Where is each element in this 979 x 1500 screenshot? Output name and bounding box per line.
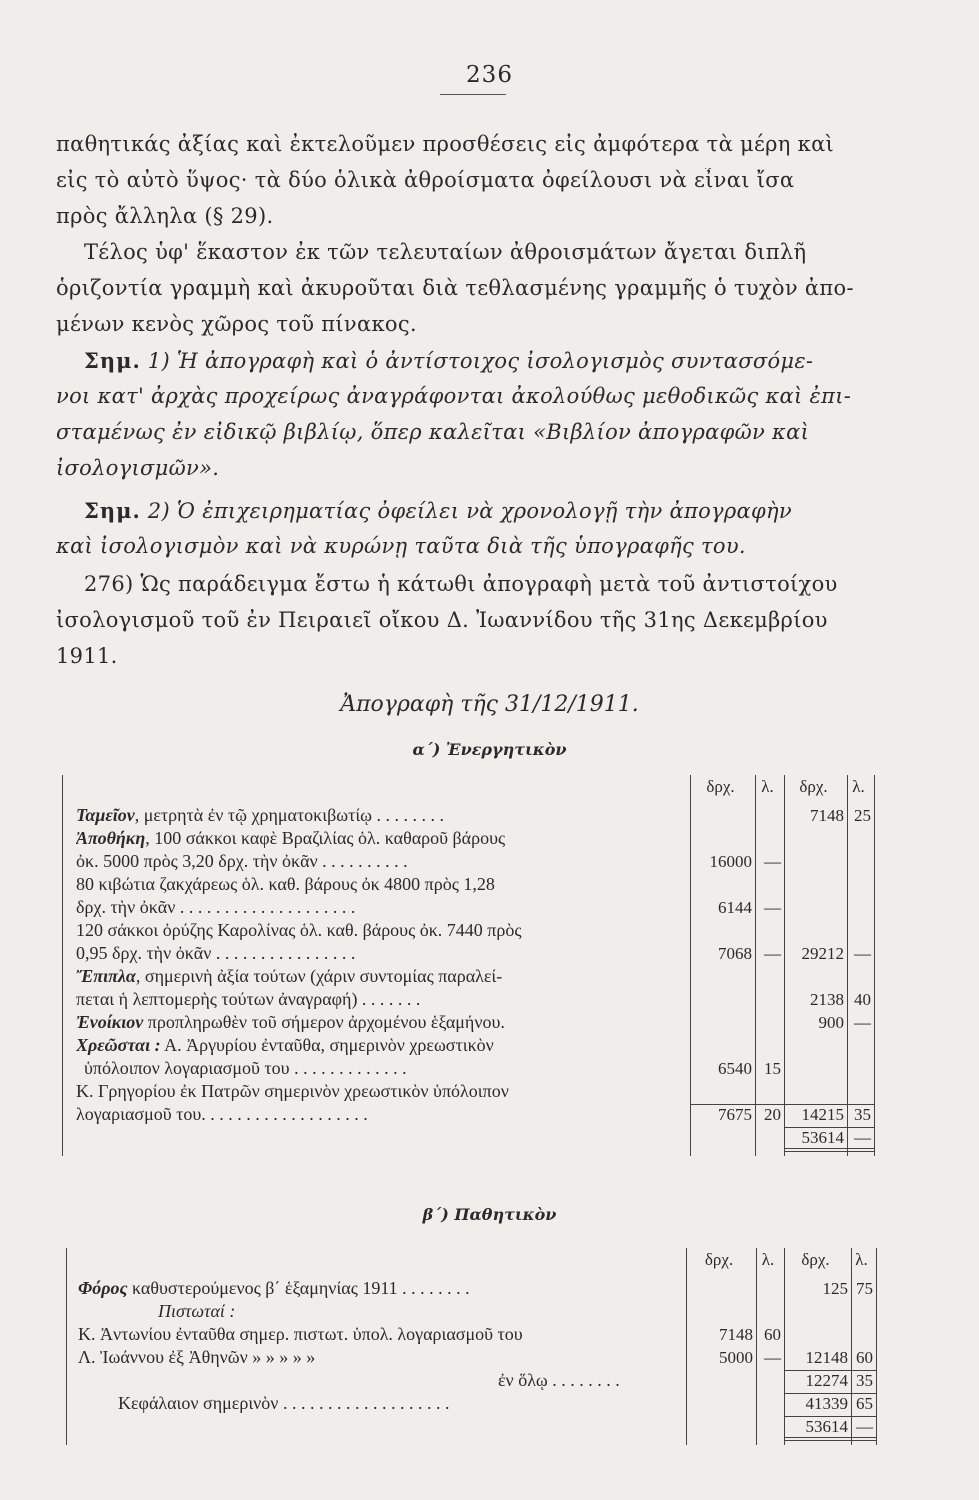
lepta-cell: — — [854, 1013, 871, 1032]
table-row — [62, 828, 874, 851]
lepta-cell: 20 — [764, 1105, 781, 1124]
drachma-cell: 2138 — [810, 990, 844, 1009]
table-row — [62, 1035, 874, 1058]
text-line: εἰς τὸ αὐτὸ ὕψος· τὰ δύο ὁλικὰ ἀθροίσματα ὀφείλουσι νὰ εἶναι ἴσα — [56, 168, 795, 192]
total-double-rule — [784, 1437, 876, 1438]
row-description — [76, 897, 686, 918]
table-row — [66, 1347, 876, 1370]
row-text: , σημερινὴ ἀξία τούτων (χάριν συντομίας παραλεί- — [135, 966, 503, 986]
row-description — [76, 851, 686, 872]
column-header: λ. — [852, 777, 865, 796]
sum-rule — [784, 1127, 874, 1128]
table-right-rule — [874, 775, 875, 1156]
row-description — [76, 805, 686, 826]
table-row — [62, 989, 874, 1012]
para-276-line: 276) Ὡς παράδειγμα ἔστω ἡ κάτωθι ἀπογραφὴ μετὰ τοῦ ἀντιστοίχου — [84, 572, 838, 596]
column-header: δρχ. — [706, 777, 735, 796]
row-text: Κ. Γρηγορίου ἐκ Πατρῶν σημερινὸν χρεωστικὸν ὑπόλοιπον — [76, 1081, 509, 1101]
para-276-line: 1911. — [56, 644, 118, 668]
row-description — [78, 1393, 722, 1414]
row-heading: Ταμεῖον — [76, 805, 135, 825]
row-text: καθυστερούμενος β΄ ἑξαμηνίας 1911 . . . . . . . . — [127, 1278, 470, 1298]
row-text: πεται ἡ λεπτομερὴς τούτων ἀναγραφή) . . . . . . . — [76, 989, 421, 1009]
row-text: δρχ. τὴν ὀκᾶν . . . . . . . . . . . . . . . . . . . . — [76, 897, 356, 917]
column-header: λ. — [761, 777, 774, 796]
lepta-cell: 65 — [856, 1394, 873, 1413]
note-1-line — [84, 348, 902, 373]
drachma-cell: 7675 — [718, 1105, 752, 1124]
table-row — [66, 1393, 876, 1416]
row-description — [76, 943, 686, 964]
row-text: ὑπόλοιπον λογαριασμοῦ του . . . . . . . . . . . . . — [84, 1058, 407, 1078]
lepta-cell: — — [764, 852, 781, 871]
row-text: προπληρωθὲν τοῦ σήμερον ἀρχομένου ἑξαμήνου. — [143, 1012, 505, 1032]
row-description — [78, 1324, 682, 1345]
page-number-rule — [440, 94, 506, 95]
row-text: 80 κιβώτια ζακχάρεως ὁλ. καθ. βάρους ὀκ 4800 πρὸς 1,28 — [76, 874, 495, 894]
table-row — [62, 1081, 874, 1104]
inventory-title: Ἀπογραφὴ τῆς 31/12/1911. — [340, 692, 639, 717]
table-right-rule — [876, 1248, 877, 1445]
row-text: 0,95 δρχ. τὴν ὀκᾶν . . . . . . . . . . . . . . . . — [76, 943, 356, 963]
sum-rule — [784, 1393, 876, 1394]
sum-rule — [784, 1370, 876, 1371]
para-276-line: ἰσολογισμοῦ τοῦ ἐν Πειραιεῖ οἴκου Δ. Ἰωαννίδου τῆς 31ης Δεκεμβρίου — [56, 608, 828, 632]
row-text: λογαριασμοῦ του. . . . . . . . . . . . . . . . . . . — [76, 1104, 368, 1124]
table-row — [62, 897, 874, 920]
table-row — [66, 1324, 876, 1347]
row-description — [76, 1058, 694, 1079]
row-description — [78, 1347, 682, 1368]
lepta-cell: — — [856, 1417, 873, 1436]
table-row — [62, 943, 874, 966]
row-description — [76, 966, 686, 987]
lepta-cell: 25 — [854, 806, 871, 825]
row-description — [76, 1104, 686, 1125]
lepta-cell: 60 — [856, 1348, 873, 1367]
table-row — [62, 966, 874, 989]
row-text: ἐν ὅλῳ . . . . . . . . — [498, 1370, 620, 1390]
row-text: Πιστωταί : — [158, 1301, 236, 1321]
row-description — [76, 874, 686, 895]
drachma-cell: 125 — [822, 1279, 848, 1298]
row-description — [76, 1035, 686, 1056]
lepta-cell: — — [854, 944, 871, 963]
row-description — [76, 1081, 686, 1102]
lepta-cell: 15 — [764, 1059, 781, 1078]
row-text: Κεφάλαιον σημερινὸν . . . . . . . . . . . . . . . . . . . — [118, 1393, 450, 1413]
drachma-cell: 41339 — [805, 1394, 848, 1413]
sum-rule — [690, 1104, 874, 1105]
lepta-cell: — — [764, 1348, 781, 1367]
drachma-cell: 14215 — [801, 1105, 844, 1124]
drachma-cell: 7068 — [718, 944, 752, 963]
note-2-line: καὶ ἰσολογισμὸν καὶ νὰ κυρώνῃ ταῦτα διὰ τῆς ὑπογραφῆς του. — [56, 534, 746, 558]
drachma-cell: 12274 — [805, 1371, 848, 1390]
table-row — [66, 1370, 876, 1393]
drachma-cell: 900 — [818, 1013, 844, 1032]
note-marker: Σημ. — [84, 348, 141, 373]
row-text: 120 σάκκοι ὀρύζης Καρολίνας ὁλ. καθ. βάρους ὀκ. 7440 πρὸς — [76, 920, 522, 940]
row-heading: Φόρος — [78, 1278, 128, 1298]
column-header: δρχ. — [704, 1250, 734, 1269]
row-text: ὀκ. 5000 πρὸς 3,20 δρχ. τὴν ὀκᾶν . . . . . . . . . . — [76, 851, 408, 871]
lepta-cell: — — [764, 898, 781, 917]
drachma-cell: 6144 — [718, 898, 752, 917]
text-line: παθητικάς ἀξίας καὶ ἐκτελοῦμεν προσθέσεις εἰς ἀμφότερα τὰ μέρη καὶ — [56, 132, 835, 156]
row-text: , μετρητὰ ἐν τῷ χρηματοκιβωτίῳ . . . . . . . . — [134, 805, 445, 825]
note-text: 2) Ὁ ἐπιχειρηματίας ὀφείλει νὰ χρονολογῇ τὴν ἀπογραφὴν — [147, 499, 792, 523]
row-heading: Ἐνοίκιον — [76, 1012, 144, 1032]
text-line: πρὸς ἄλληλα (§ 29). — [56, 204, 274, 228]
row-description — [76, 1012, 686, 1033]
lepta-cell: — — [764, 944, 781, 963]
row-description — [76, 828, 686, 849]
assets-title: α΄) Ἐνεργητικὸν — [412, 740, 567, 759]
lepta-cell: 35 — [854, 1105, 871, 1124]
lepta-cell: 60 — [764, 1325, 781, 1344]
row-text: Α. Ἀργυρίου ἐνταῦθα, σημερινὸν χρεωστικὸν — [160, 1035, 494, 1055]
assets-table — [62, 775, 882, 1175]
table-row — [66, 1278, 876, 1301]
note-2-line — [84, 498, 902, 523]
table-row — [62, 1104, 874, 1127]
table-row — [62, 805, 874, 828]
note-1-line: νοι κατ' ἀρχὰς προχείρως ἀναγράφονται ἀκολούθως μεθοδικῶς καὶ ἐπι- — [56, 384, 852, 408]
row-text: Λ. Ἰωάννου ἐξ Ἀθηνῶν » » » » » — [78, 1347, 316, 1367]
page-number: 236 — [466, 62, 513, 88]
liabilities-title: β΄) Παθητικὸν — [422, 1205, 557, 1224]
total-double-rule — [784, 1151, 874, 1152]
row-heading: Ἀποθήκη — [76, 828, 146, 848]
text-line: Τέλος ὑφ' ἕκαστον ἐκ τῶν τελευταίων ἀθροισμάτων ἄγεται διπλῆ — [84, 240, 807, 264]
table-row — [62, 1127, 874, 1150]
sum-rule — [784, 1416, 876, 1417]
row-description — [76, 989, 686, 1010]
column-header: δρχ. — [799, 777, 828, 796]
lepta-cell: 75 — [856, 1279, 873, 1298]
liabilities-table — [66, 1248, 881, 1488]
row-description — [78, 1301, 762, 1322]
table-row — [62, 874, 874, 897]
table-row — [62, 1058, 874, 1081]
drachma-cell: 53614 — [805, 1417, 848, 1436]
row-text: Κ. Ἀντωνίου ἐνταῦθα σημερ. πιστωτ. ὑπολ. λογαριασμοῦ του — [78, 1324, 523, 1344]
note-1-line: ἰσολογισμῶν». — [56, 456, 220, 480]
drachma-cell: 16000 — [709, 852, 752, 871]
note-marker: Σημ. — [84, 498, 141, 523]
column-header: λ. — [761, 1250, 775, 1269]
row-heading: Ἔπιπλα — [76, 966, 136, 986]
text-line: ὁριζοντία γραμμὴ καὶ ἀκυροῦται διὰ τεθλασμένης γραμμῆς ὁ τυχὸν ἀπο- — [56, 276, 854, 300]
column-header: λ. — [855, 1250, 868, 1269]
lepta-cell: — — [854, 1128, 871, 1147]
drachma-cell: 29212 — [801, 944, 844, 963]
lepta-cell: 40 — [854, 990, 871, 1009]
table-row — [66, 1416, 876, 1439]
table-row — [62, 1012, 874, 1035]
row-text: , 100 σάκκοι καφὲ Βραζιλίας ὁλ. καθαροῦ βάρους — [145, 828, 506, 848]
table-row — [62, 920, 874, 943]
total-double-rule — [784, 1440, 876, 1441]
table-row — [66, 1301, 876, 1324]
total-double-rule — [784, 1148, 874, 1149]
note-1-line: σταμένως ἐν εἰδικῷ βιβλίῳ, ὅπερ καλεῖται «Βιβλίον ἀπογραφῶν καὶ — [56, 420, 810, 444]
text-line: μένων κενὸς χῶρος τοῦ πίνακος. — [56, 312, 417, 336]
drachma-cell: 6540 — [718, 1059, 752, 1078]
column-header: δρχ. — [801, 1250, 830, 1269]
note-text: 1) Ἡ ἀπογραφὴ καὶ ὁ ἀντίστοιχος ἰσολογισμὸς συντασσόμε- — [147, 349, 814, 373]
row-heading: Χρεῶσται : — [76, 1035, 161, 1055]
table-row — [62, 851, 874, 874]
drachma-cell: 53614 — [801, 1128, 844, 1147]
row-description — [76, 920, 686, 941]
drachma-cell: 5000 — [719, 1348, 753, 1367]
row-description — [78, 1278, 682, 1299]
drachma-cell: 12148 — [805, 1348, 848, 1367]
drachma-cell: 7148 — [810, 806, 844, 825]
lepta-cell: 35 — [856, 1371, 873, 1390]
drachma-cell: 7148 — [719, 1325, 753, 1344]
